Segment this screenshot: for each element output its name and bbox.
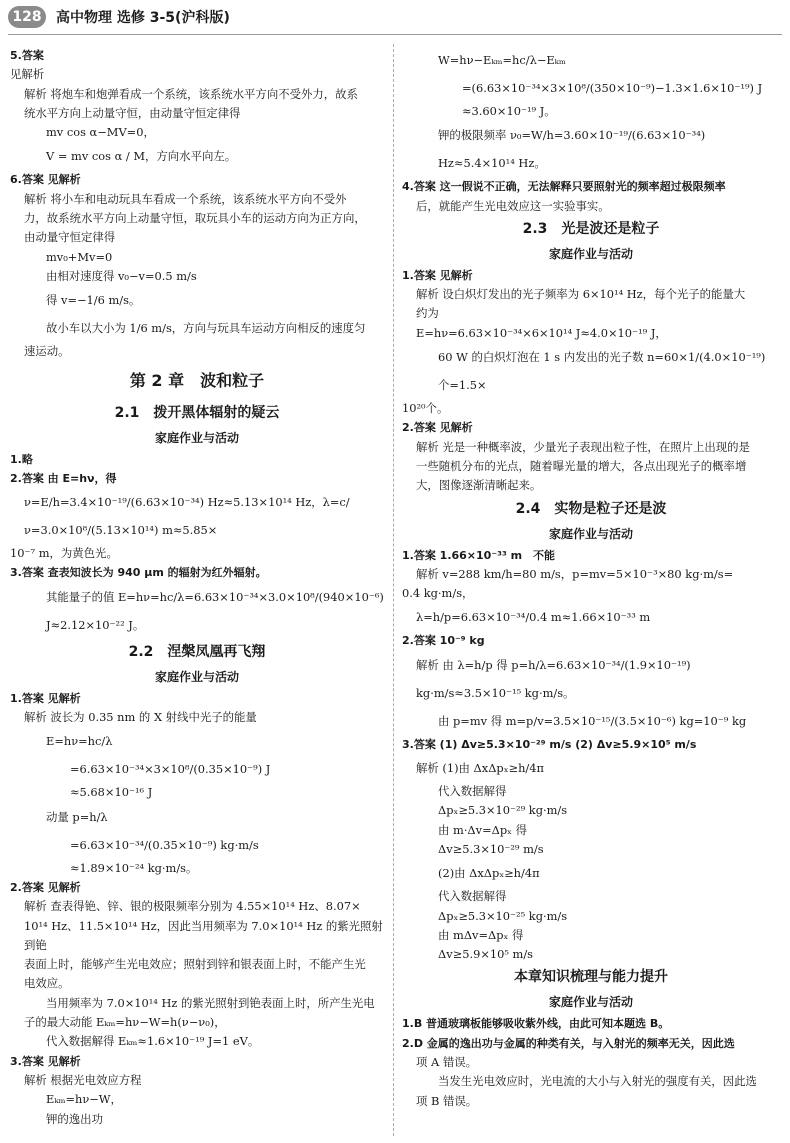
right-column	[402, 46, 780, 1111]
text-line: 速运动。	[24, 344, 70, 359]
text-line: 10²⁰个。	[402, 401, 449, 416]
page-header	[0, 0, 790, 34]
text-line: 解析 将小车和电动玩具车看成一个系统，该系统水平方向不受外	[24, 191, 347, 206]
text-line: 家庭作业与活动	[548, 995, 633, 1010]
text-line: Δpₓ≥5.3×10⁻²⁹ kg·m/s	[438, 803, 568, 818]
text-line: 3.答案 查表知波长为 940 μm 的辐射为红外辐射。	[10, 566, 267, 580]
text-line: W=hν−Eₖₘ=hc/λ−Eₖₘ	[438, 53, 566, 67]
text-line: 由 m·Δv=Δpₓ 得	[438, 822, 527, 837]
text-line: 代入数据解得 Eₖₘ≈1.6×10⁻¹⁹ J=1 eV。	[46, 1034, 260, 1049]
text-line: 后，就能产生光电效应这一实验事实。	[416, 198, 610, 213]
text-line: 由 mΔv=Δpₓ 得	[438, 927, 524, 942]
text-line: 统水平方向上动量守恒，由动量守恒定律得	[24, 105, 241, 120]
text-line: 1.答案 见解析	[10, 691, 81, 705]
text-line: 动量 p=h/λ	[46, 809, 108, 824]
text-line: 钾的逸出功	[46, 1111, 103, 1126]
text-line: 10⁻⁷ m，为黄色光。	[10, 546, 118, 561]
text-line: 约为	[416, 306, 439, 321]
text-line: 代入数据解得	[438, 889, 507, 904]
text-line: Δv≥5.3×10⁻²⁹ m/s	[438, 841, 544, 856]
text-line: 力，故系统水平方向上动量守恒，取玩具小车的运动方向为正方向，	[24, 211, 366, 226]
text-line: 家庭作业与活动	[548, 246, 633, 261]
text-line: 由动量守恒定律得	[24, 230, 116, 245]
text-line: 4.答案 这一假说不正确，无法解释只要照射光的频率超过极限频率	[402, 180, 726, 194]
text-line: =(6.63×10⁻³⁴×3×10⁸/(350×10⁻⁹)−1.3×1.6×10⁻¹⁹) J	[462, 81, 763, 95]
text-line: V = mv cos α / M，方向水平向左。	[46, 149, 237, 164]
text-line: 由相对速度得 v₀−v=0.5 m/s	[46, 268, 197, 283]
text-line: 3.答案 (1) Δv≥5.3×10⁻²⁹ m/s (2) Δv≥5.9×10⁵ m/s	[402, 737, 697, 751]
text-line: 解析 查表得铯、锌、银的极限频率分别为 4.55×10¹⁴ Hz、8.07×	[24, 899, 361, 914]
text-line: 家庭作业与活动	[154, 430, 239, 445]
text-line: 一些随机分布的光点，随着曝光量的增大，各点出现光子的概率增	[416, 458, 747, 473]
text-line: 项 A 错误。	[416, 1055, 478, 1070]
text-line: 第 2 章 波和粒子	[129, 370, 265, 390]
text-line: 解析 根据光电效应方程	[24, 1072, 142, 1087]
text-line: 1.B 普通玻璃板能够吸收紫外线，由此可知本题选 B。	[402, 1017, 670, 1031]
text-line: 当用频率为 7.0×10¹⁴ Hz 的紫光照射到铯表面上时，所产生光电	[46, 995, 375, 1010]
text-line: 其能量子的值 E=hν=hc/λ=6.63×10⁻³⁴×3.0×10⁸/(940×10⁻⁶) J≈2.12×10⁻²² J。	[46, 589, 384, 632]
text-line: 解析 (1)由 ΔxΔpₓ≥h/4π	[416, 761, 544, 776]
text-line: ν=E/h=3.4×10⁻¹⁹/(6.63×10⁻³⁴) Hz≈5.13×10¹⁴ Hz，λ=c/ν=3.0×10⁸/(5.13×10¹⁴) m≈5.85×	[24, 495, 350, 538]
text-line: E=hν=hc/λ	[46, 734, 113, 749]
text-line: 2.1 拨开黑体辐射的疑云	[114, 404, 280, 421]
text-line: 解析 光是一种概率波，少量光子表现出粒子性，在照片上出现的是	[416, 439, 750, 454]
text-line: (2)由 ΔxΔpₓ≥h/4π	[438, 866, 540, 881]
text-line: =6.63×10⁻³⁴/(0.35×10⁻⁹) kg·m/s	[70, 837, 259, 852]
text-line: 1.答案 见解析	[402, 268, 473, 282]
text-line: 2.2 涅槃凤凰再飞翔	[128, 643, 266, 660]
text-line: ≈1.89×10⁻²⁴ kg·m/s。	[70, 860, 198, 875]
text-line: 2.答案 见解析	[10, 880, 81, 894]
text-line: 1.略	[10, 452, 33, 466]
text-line: 2.3 光是波还是粒子	[522, 220, 660, 237]
text-line: Δv≥5.9×10⁵ m/s	[438, 947, 534, 962]
header-rule	[8, 34, 782, 35]
page-number: 128	[8, 6, 46, 28]
text-line: 2.答案 10⁻⁹ kg	[402, 634, 485, 648]
text-line: 电效应。	[24, 976, 70, 991]
text-line: 10¹⁴ Hz、11.5×10¹⁴ Hz，因此当用频率为 7.0×10¹⁴ Hz 的紫光照射到铯	[24, 918, 383, 952]
text-line: 6.答案 见解析	[10, 173, 81, 187]
text-line: E=hν=6.63×10⁻³⁴×6×10¹⁴ J≈4.0×10⁻¹⁹ J，	[416, 325, 667, 340]
text-line: 项 B 错误。	[416, 1093, 478, 1108]
text-line: 家庭作业与活动	[154, 669, 239, 684]
text-line: Eₖₘ=hν−W，	[46, 1092, 122, 1107]
text-line: mv₀+Mv=0	[46, 249, 113, 264]
text-line: 0.4 kg·m/s，	[402, 586, 474, 601]
text-line: 2.答案 由 E=hν，得	[10, 471, 117, 485]
text-line: 代入数据解得	[438, 784, 507, 799]
text-line: 本章知识梳理与能力提升	[514, 969, 668, 986]
text-line: =6.63×10⁻³⁴×3×10⁸/(0.35×10⁻⁹) J	[70, 762, 271, 777]
text-line: 解析 波长为 0.35 nm 的 X 射线中光子的能量	[24, 710, 257, 725]
text-line: 2.4 实物是粒子还是波	[515, 500, 667, 517]
text-line: 子的最大动能 Eₖₘ=hν−W=h(ν−ν₀)，	[24, 1015, 226, 1030]
column-divider	[393, 44, 394, 1136]
text-line: 3.答案 见解析	[10, 1054, 81, 1068]
text-line: 解析 由 λ=h/p 得 p=h/λ=6.63×10⁻³⁴/(1.9×10⁻¹⁹) kg·m/s≈3.5×10⁻¹⁵ kg·m/s。	[416, 657, 691, 700]
book-title: 高中物理 选修 3-5(沪科版)	[56, 10, 230, 26]
text-line: 见解析	[10, 67, 45, 82]
text-line: λ=h/p=6.63×10⁻³⁴/0.4 m≈1.66×10⁻³³ m	[416, 610, 651, 625]
text-line: ≈5.68×10⁻¹⁶ J	[70, 785, 153, 800]
text-line: 1.答案 1.66×10⁻³³ m 不能	[402, 548, 556, 562]
text-line: 得 v=−1/6 m/s。	[46, 293, 141, 308]
text-line: 家庭作业与活动	[548, 526, 633, 541]
text-line: 2.D 金属的逸出功与金属的种类有关，与入射光的频率无关，因此选	[402, 1036, 735, 1050]
text-line: mv cos α−MV=0，	[46, 125, 155, 140]
text-line: 钾的极限频率 ν₀=W/h=3.60×10⁻¹⁹/(6.63×10⁻³⁴) Hz≈5.4×10¹⁴ Hz。	[438, 128, 706, 171]
text-line: 大，图像逐渐清晰起来。	[416, 478, 542, 493]
text-line: 表面上时，能够产生光电效应；照射到锌和银表面上时，不能产生光	[24, 957, 366, 972]
text-line: 解析 设白炽灯发出的光子频率为 6×10¹⁴ Hz，每个光子的能量大	[416, 287, 746, 302]
text-line: 2.答案 见解析	[402, 421, 473, 435]
text-line: 60 W 的白炽灯泡在 1 s 内发出的光子数 n=60×1/(4.0×10⁻¹⁹) 个=1.5×	[438, 350, 766, 393]
text-line: 故小车以大小为 1/6 m/s，方向与玩具车运动方向相反的速度匀	[46, 321, 366, 336]
text-line: 解析 将炮车和炮弹看成一个系统，该系统水平方向不受外力，故系	[24, 86, 358, 101]
text-line: ≈3.60×10⁻¹⁹ J。	[462, 104, 556, 118]
text-line: 当发生光电效应时，光电流的大小与入射光的强度有关，因此选	[438, 1074, 757, 1089]
text-line: 解析 v=288 km/h=80 m/s，p=mv=5×10⁻³×80 kg·m/s=	[416, 566, 734, 581]
left-column	[10, 46, 384, 1129]
text-line: 5.答案	[10, 49, 44, 62]
text-line: 由 p=mv 得 m=p/v=3.5×10⁻¹⁵/(3.5×10⁻⁶) kg=10⁻⁹ kg	[438, 713, 747, 728]
text-line: Δpₓ≥5.3×10⁻²⁵ kg·m/s	[438, 908, 568, 923]
